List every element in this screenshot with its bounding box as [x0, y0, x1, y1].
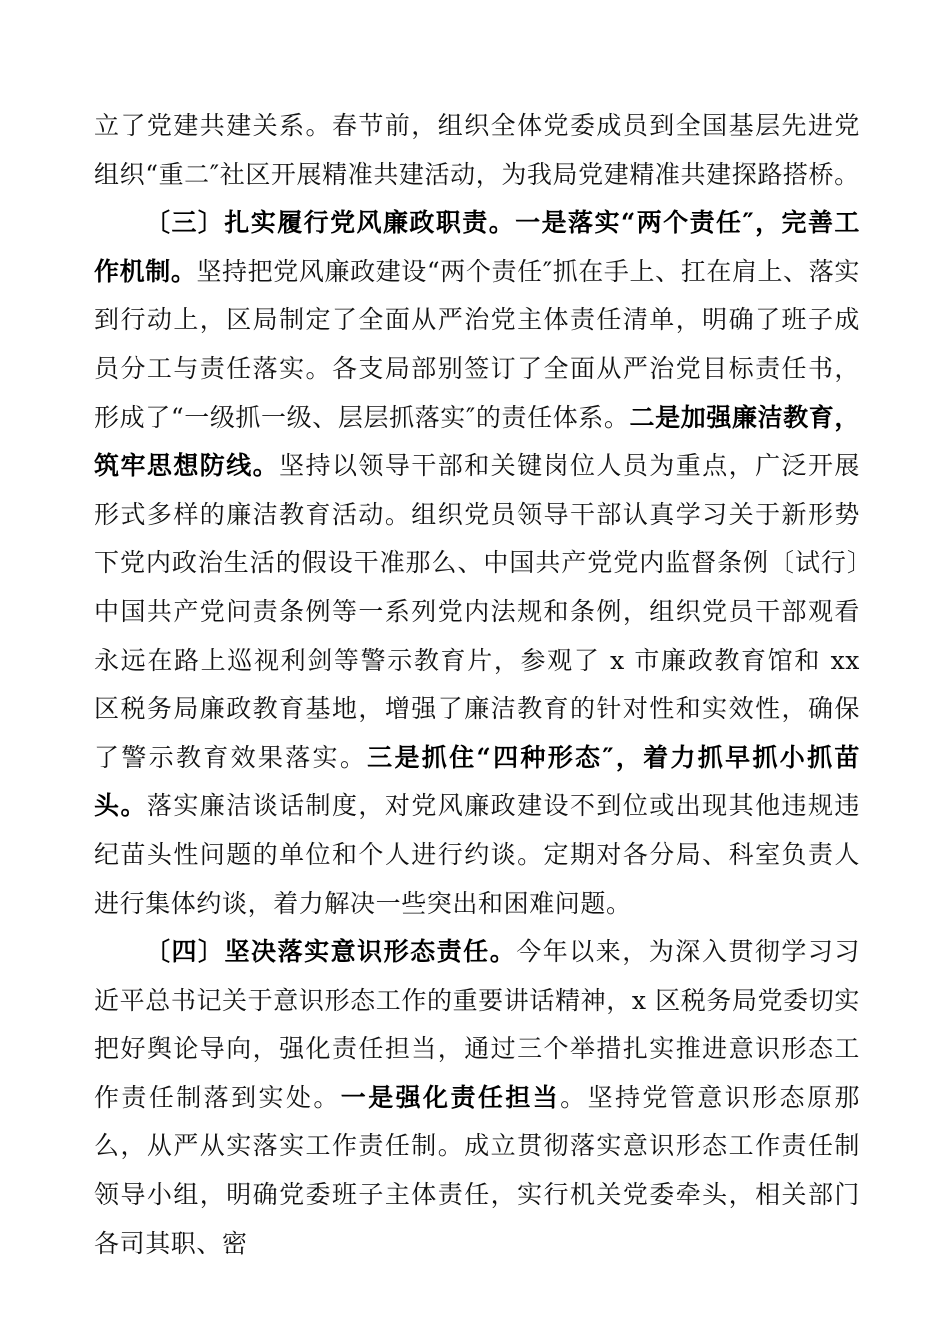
point-heading-one: 一是强化责任担当 — [340, 1082, 561, 1112]
body-text: 落实廉洁谈话制度，对党风廉政建设不到位或出现其他违规违纪苗头性问题的单位和个人进行约谈。定期对各分局、科室负责人进行集体约谈，着力解决一些突出和困难问题。 — [94, 791, 861, 918]
body-text: 。坚持党管意识形态原那么，从严从实落实工作责任制。成立贯彻落实意识形态工作责任制领导小组，明确党委班子主体责任，实行机关党委牵头，相关部门各司其职、密 — [94, 1082, 860, 1258]
paragraph-3-party-conduct — [94, 199, 860, 928]
point-heading-two: 二是加强廉洁教育，筑牢思想防线。 — [94, 402, 860, 481]
section-heading-three: 〔三〕扎实履行党风廉政职责。一是落实“两个责任″，完善工作机制。 — [94, 208, 860, 286]
body-text: 坚持以领导干部和关键岗位人员为重点，广泛开展形式多样的廉洁教育活动。组织党员领导干部认真学习关于新形势下党内政治生活的假设干准那么、中国共产党党内监督条例〔试行〕中国共产党问责条例等一系列党内法规和条例，组织党员干部观看永远在路上巡视利剑等警示教育片，参观了 x 市廉政教育馆和 xx 区税务局廉政教育基地，增强了廉洁教育的针对性和实效性，确保了警示教育效果落实。 — [94, 451, 861, 772]
body-text: 坚持把党风廉政建设“两个责任″抓在手上、扛在肩上、落实到行动上，区局制定了全面从严治党主体责任清单，明确了班子成员分工与责任落实。各支局部别签订了全面从严治党目标责任书，形成了“一级抓一级、层层抓落实″的责任体系。 — [94, 256, 860, 432]
paragraph-1-continuation — [94, 102, 860, 199]
point-heading-three: 三是抓住“四种形态″，着力抓早抓小抓苗头。 — [94, 742, 860, 821]
body-text: 今年以来，为深入贯彻学习习近平总书记关于意识形态工作的重要讲话精神，x 区税务局党委切实把好舆论导向，强化责任担当，通过三个举措扎实推进意识形态工作责任制落到实处。 — [94, 937, 860, 1112]
document-body — [94, 102, 860, 1268]
paragraph-4-ideology — [94, 928, 860, 1268]
section-heading-four: 〔四〕坚决落实意识形态责任。 — [145, 937, 517, 967]
body-text: 立了党建共建关系。春节前，组织全体党委成员到全国基层先进党组织“重二″社区开展精准共建活动，为我局党建精准共建探路搭桥。 — [94, 111, 860, 189]
